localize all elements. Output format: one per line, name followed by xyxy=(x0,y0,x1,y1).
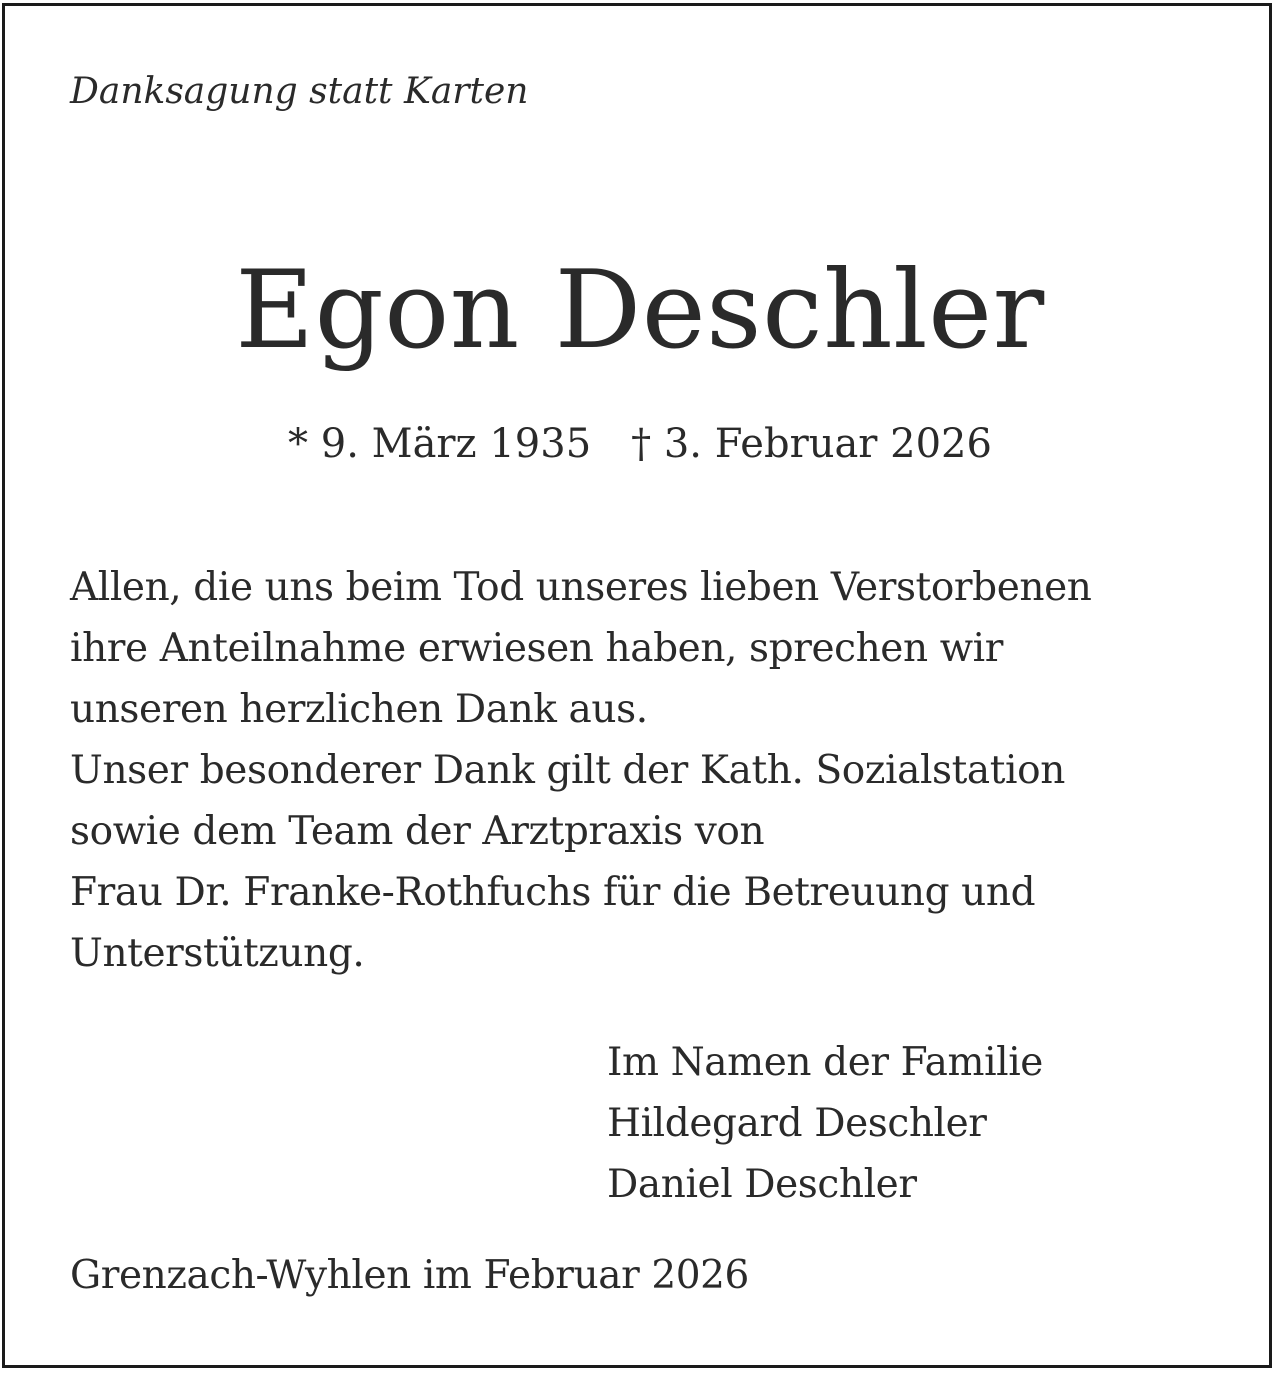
message-line: sowie dem Team der Arztpraxis von xyxy=(70,809,765,854)
message-line: unseren herzlichen Dank aus. xyxy=(70,687,648,732)
message-line: Frau Dr. Franke-Rothfuchs für die Betreuung und xyxy=(70,870,1036,915)
message-line: Unser besonderer Dank gilt der Kath. Sozialstation xyxy=(70,748,1065,793)
signature-line: Im Namen der Familie xyxy=(607,1040,1043,1085)
deceased-name: Egon Deschler xyxy=(235,248,1045,373)
signature-line: Hildegard Deschler xyxy=(607,1101,987,1146)
message-line: ihre Anteilnahme erwiesen haben, sprechen wir xyxy=(70,626,1003,671)
signature-line: Daniel Deschler xyxy=(607,1162,917,1207)
death-date: † 3. Februar 2026 xyxy=(631,421,992,467)
place-and-date: Grenzach-Wyhlen im Februar 2026 xyxy=(70,1253,749,1298)
message-line: Unterstützung. xyxy=(70,931,365,976)
message-line: Allen, die uns beim Tod unseres lieben Verstorbenen xyxy=(70,565,1092,610)
family-signature xyxy=(607,1032,1043,1215)
notice-heading: Danksagung statt Karten xyxy=(70,71,529,112)
life-dates xyxy=(0,420,1280,468)
birth-date: * 9. März 1935 xyxy=(288,421,592,467)
thank-you-message xyxy=(70,557,1240,984)
